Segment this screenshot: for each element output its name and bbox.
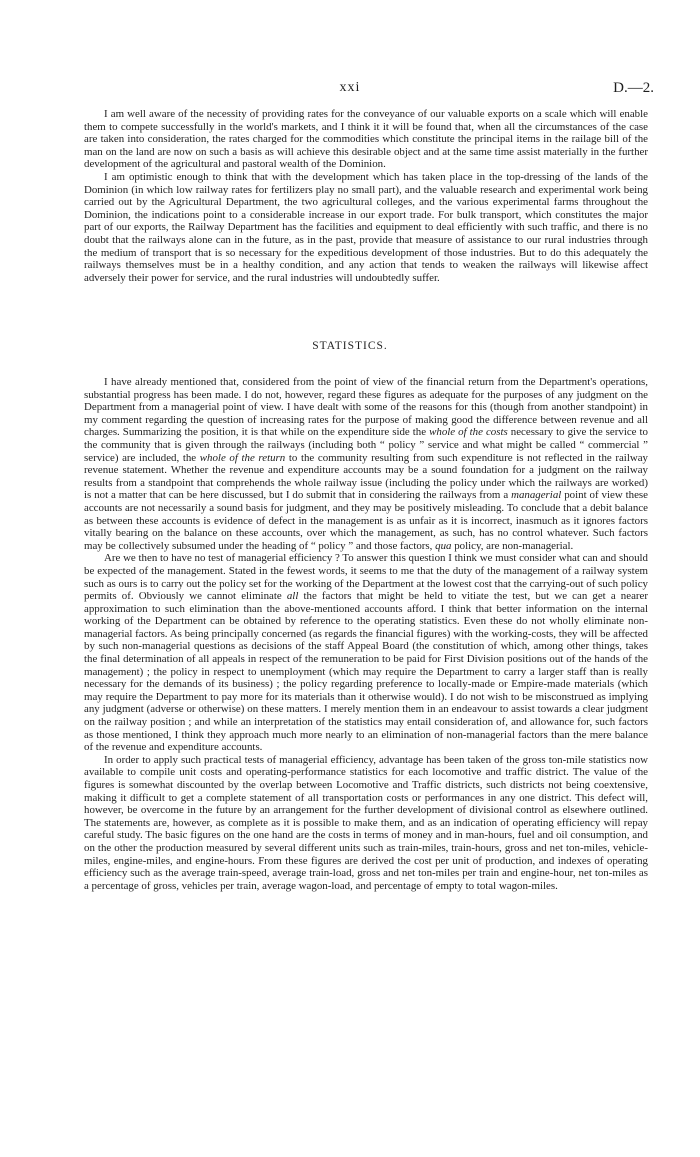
- italic-phrase: qua: [435, 539, 452, 552]
- document-reference: D.—2.: [613, 80, 654, 96]
- italic-phrase: managerial: [511, 489, 562, 502]
- section-heading-statistics: STATISTICS.: [312, 340, 388, 352]
- paragraph-financial-return: [84, 376, 648, 552]
- intro-section: [84, 108, 648, 284]
- page-header: [0, 80, 700, 100]
- paragraph-export-rates: I am well aware of the necessity of providing rates for the conveyance of our valuable exports on a scale which will enable them to compete successfully in the world's markets, and I think it it will be found that, when all the circumstances of the case are taken into consideration, the rates charged for the commodities which constitute the principal items in the railage bill of the man on the land are now on such a basis as will achieve this desirable object and at the same time assist materially in the further development of the agricultural and pastoral wealth of the Dominion.: [84, 108, 648, 171]
- statistics-section: [84, 376, 648, 892]
- italic-phrase: whole of the return: [199, 451, 286, 464]
- text-segment: I have already mentioned that, considered from the point of view of the financial return from the Department's operations, substantial progress has been made. I do not, however, regard these figures as adequate for the purposes of any judgment on the Department from a managerial point of view. I have dealt with some of the reasons for this (though from another standpoint) in my comment regarding the question of increasing rates for the purpose of making good the difference between revenue and all charges. Summarizing the position, it is that while on the expenditure side the: [84, 376, 648, 439]
- italic-phrase: whole of the costs: [429, 426, 508, 439]
- paragraph-managerial-efficiency: [84, 552, 648, 754]
- paragraph-practical-tests: In order to apply such practical tests of managerial efficiency, advantage has been taken of the gross ton-mile statistics now available to compile unit costs and operating-performance statistics for each locomotive and traffic district. The value of the figures is somewhat discounted by the overlap between Locomotive and Traffic districts, such districts not being coextensive, making it difficult to get a complete statement of all transportation costs or performances in any one district. This defect will, however, be overcome in the future by an arrangement for the further development of divisional control as elsewhere outlined. The statements are, however, as complete as it is possible to make them, and as an indication of operating efficiency will repay careful study. The basic figures on the one hand are the costs in terms of money and in man-hours, fuel and oil consumption, and on the other the production measured by several different units such as train-miles, train-hours, gross and net ton-miles, vehicle-miles, engine-miles, and engine-hours. From these figures are derived the cost per unit of production, and indexes of operating efficiency such as the average train-speed, average train-load, gross and net ton-miles per train and engine-hour, net ton-miles as a percentage of gross, vehicles per train, average wagon-load, and percentage of empty to total wagon-miles.: [84, 753, 648, 892]
- page-number: xxi: [339, 80, 361, 95]
- italic-phrase: all: [286, 590, 299, 603]
- text-segment: to the community resulting from such expenditure is not reflected in the railway revenue statement. Whether the revenue and expenditure accounts may be a sound foundation for a judgment on the railway results from a standpoint that comprehends the whole railway issue (including the policy under which the railways are worked) is not a matter that can be here discussed, but I do submit that in considering the railways from a: [84, 451, 648, 502]
- paragraph-export-outlook: I am optimistic enough to think that with the development which has taken place in the top-dressing of the lands of the Dominion (in which low railway rates for fertilizers play no small part), and the valuable research and experimental work being carried out by the Agricultural Department, the two agricultural colleges, and the various experimental farms throughout the Dominion, the indications point to a considerable increase in our export trade. For bulk transport, which constitutes the major part of our exports, the Railway Department has the facilities and equipment to deal efficiently with such traffic, and there is no doubt that the railways alone can in the future, as in the past, provide that measure of assistance to our rural industries through the medium of transport that is so necessary for the expeditious development of those industries. But to do this adequately the railways themselves must be in a healthy condition, and any action that tends to weaken the railways will likewise affect adversely their power for service, and the rural industries will undoubtedly suffer.: [84, 170, 648, 284]
- text-segment: necessary to give the service to the community that is given through the railways (including both “ policy ” service and what might be called “ commercial ” service) are included, the: [84, 426, 648, 464]
- text-segment: the factors that might be held to vitiate the test, but we can get a nearer approximation to such elimination than the above-mentioned accounts afford. I think that better information on the internal working of the Department can be obtained by reference to the operating statistics. Even these do not wholly eliminate non-managerial factors. As being principally concerned (as regards the financial figures) with the working-costs, they will be affected by such non-managerial questions as decisions of the staff Appeal Board (the constitution of which, among other things, takes the final determination of all appeals in respect of the remuneration to be paid for First Division positions out of the hands of the management) ; the policy in respect to unemployment (which may require the Department to carry a larger staff than is really necessary for the demands of its business) ; the policy regarding preference to locally-made or Empire-made materials (which may require the Department to pay more for its materials than it otherwise would). I do not wish to be misconstrued as implying any judgment (adverse or otherwise) on these matters. I merely mention them in an endeavour to assist towards a clear judgment on the railway position ; and while an interpretation of the statistics may entail consideration of, and allowance for, such factors as those mentioned, I think they approach much more nearly to an elimination of non-managerial factors than the mere balance of the revenue and expenditure accounts.: [84, 590, 648, 754]
- text-segment: Are we then to have no test of managerial efficiency ? To answer this question I think we must consider what can and should be expected of the management. Stated in the fewest words, it seems to me that the duty of the management of a railway system such as ours is to carry out the policy set for the working of the Department at the lowest cost that the carrying-out of such policy permits of. Obviously we cannot eliminate: [84, 552, 648, 603]
- text-segment: policy, are non-managerial.: [451, 539, 574, 552]
- text-segment: point of view these accounts are not necessarily a sound basis for judgment, and they may be positively misleading. To conclude that a debit balance as between these accounts is evidence of defect in the management is as unfair as it is incorrect, inasmuch as it ignores factors vitally bearing on the balance on these accounts, over which the management, as such, has no control whatever. Such factors may be collectively subsumed under the heading of “ policy ” and those factors,: [84, 489, 648, 552]
